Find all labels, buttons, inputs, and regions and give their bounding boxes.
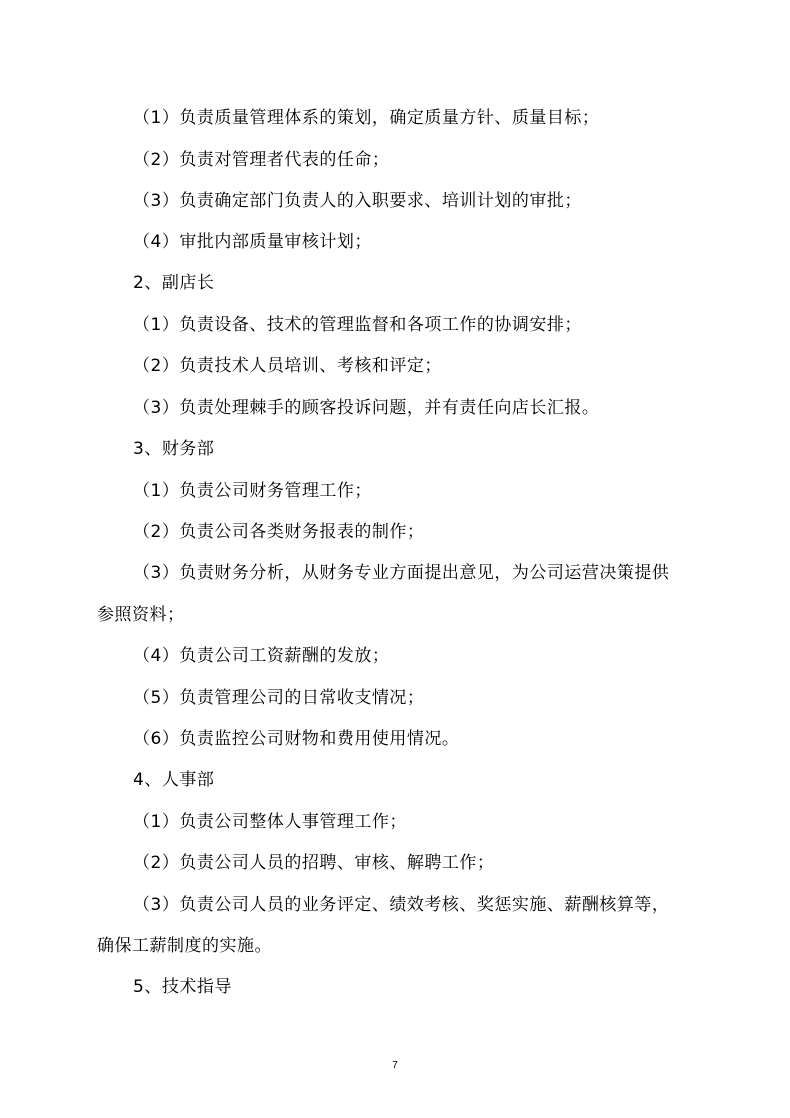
list-item: （2）负责对管理者代表的任命； — [133, 150, 390, 170]
list-item: （1）负责公司整体人事管理工作； — [133, 812, 407, 832]
list-item: （3）负责确定部门负责人的入职要求、培训计划的审批； — [133, 191, 582, 211]
page-number: 7 — [392, 1060, 398, 1071]
list-item-continuation: 参照资料； — [97, 605, 185, 625]
section-heading: 4、人事部 — [133, 770, 215, 790]
list-item: （2）负责公司人员的招聘、审核、解聘工作； — [133, 853, 495, 873]
list-item: （1）负责质量管理体系的策划，确定质量方针、质量目标； — [133, 108, 600, 128]
section-heading: 2、副店长 — [133, 273, 215, 293]
list-item: （4）审批内部质量审核计划； — [133, 232, 372, 252]
list-item: （1）负责设备、技术的管理监督和各项工作的协调安排； — [133, 315, 582, 335]
list-item: （5）负责管理公司的日常收支情况； — [133, 688, 425, 708]
list-item: （6）负责监控公司财物和费用使用情况。 — [133, 729, 460, 749]
list-item: （3）负责公司人员的业务评定、绩效考核、奖惩实施、薪酬核算等， — [133, 895, 670, 915]
list-item: （1）负责公司财务管理工作； — [133, 481, 372, 501]
list-item: （3）负责处理棘手的顾客投诉问题，并有责任向店长汇报。 — [133, 398, 600, 418]
list-item: （2）负责公司各类财务报表的制作； — [133, 522, 425, 542]
section-heading: 5、技术指导 — [133, 977, 232, 997]
list-item: （2）负责技术人员培训、考核和评定； — [133, 356, 442, 376]
list-item: （3）负责财务分析，从财务专业方面提出意见，为公司运营决策提供 — [133, 563, 670, 583]
section-heading: 3、财务部 — [133, 439, 215, 459]
list-item-continuation: 确保工薪制度的实施。 — [97, 936, 272, 956]
list-item: （4）负责公司工资薪酬的发放； — [133, 646, 390, 666]
